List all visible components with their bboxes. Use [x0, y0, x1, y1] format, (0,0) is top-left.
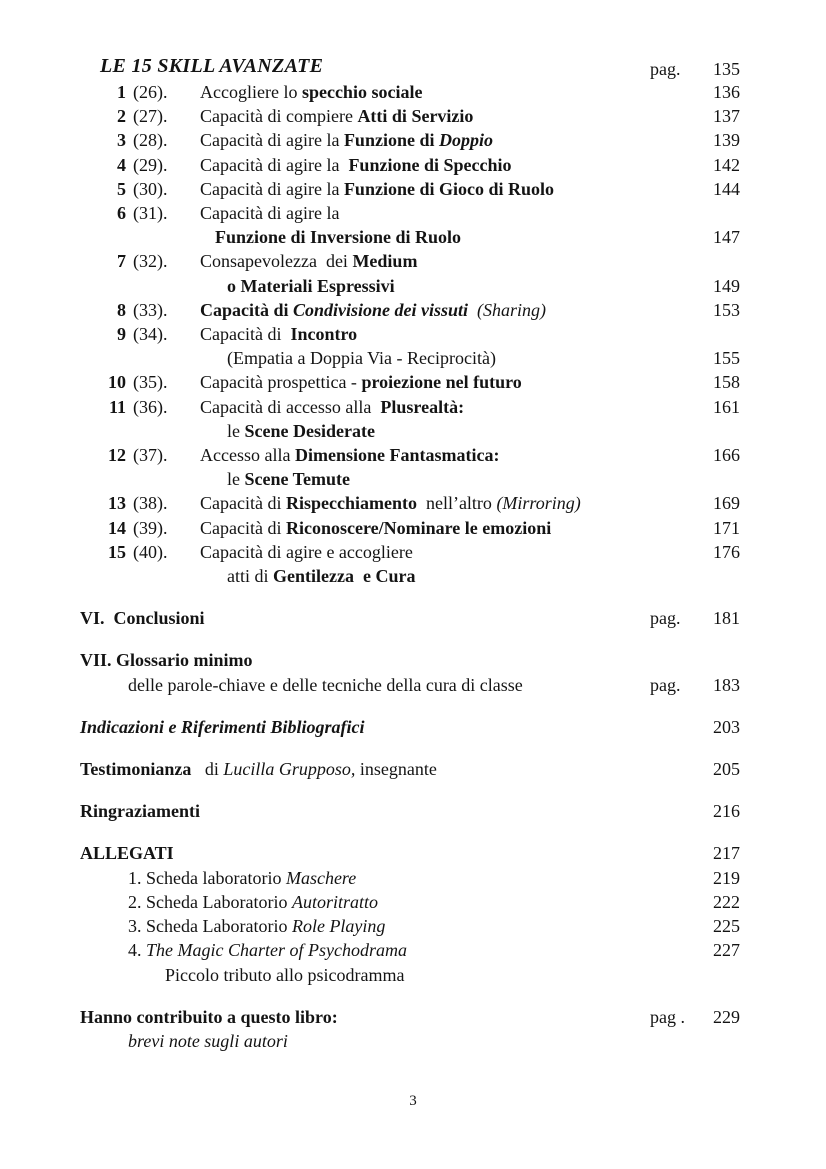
page-number: 169	[713, 493, 740, 514]
entry-skill-3	[0, 128, 826, 152]
entry-text-segment: Riconoscere/Nominare le emozioni	[285, 517, 552, 538]
entry-text-segment: proiezione nel futuro	[361, 372, 522, 393]
entry-index: (32).	[133, 251, 168, 272]
entry-text	[227, 467, 826, 491]
entry-number: 1	[117, 82, 126, 102]
page-number: 205	[713, 759, 740, 780]
entry-text-segment: Capacità di	[200, 324, 291, 345]
entry-index: (28).	[133, 130, 168, 151]
entry-text-segment: Capacità di	[200, 517, 286, 538]
entry-text-segment: Rispecchiamento	[285, 493, 417, 514]
entry-text	[128, 1029, 826, 1053]
entry-skill-13	[0, 491, 826, 515]
entry-index: (33).	[133, 299, 168, 320]
entry-skill-11	[0, 395, 826, 419]
entry-text-segment: Capacità di agire la	[200, 154, 349, 175]
entry-skill-6	[0, 201, 826, 225]
entry-skill-8	[0, 298, 826, 322]
toc-section-ringraziamenti	[0, 799, 826, 823]
entry-text-segment: Capacità prospettica -	[200, 372, 362, 393]
page-number: 216	[713, 801, 740, 822]
pag-label: pag .	[650, 1006, 685, 1027]
page-number: 219	[713, 867, 740, 888]
toc-section-skill-avanzate	[0, 52, 826, 588]
entry-text-segment: (Mirroring)	[496, 493, 581, 514]
entry-skill-1	[0, 80, 826, 104]
entry-skill-11-sub	[0, 419, 826, 443]
entry-text-segment: Autoritratto	[291, 891, 378, 912]
entry-text-segment: Condivisione dei vissuti	[293, 299, 469, 320]
entry-bibliografia	[0, 715, 826, 739]
toc-section-testimonianza	[0, 757, 826, 781]
entry-text-segment: Piccolo tributo allo psicodramma	[165, 964, 405, 985]
entry-number: 8	[117, 299, 126, 320]
entry-number: 9	[117, 324, 126, 345]
entry-text-segment: atti di	[227, 566, 273, 587]
entry-skill-7-sub	[0, 274, 826, 298]
entry-text-segment: 2. Scheda Laboratorio	[128, 891, 292, 912]
entry-index: (38).	[133, 493, 168, 514]
entry-skill-5	[0, 177, 826, 201]
entry-index: (27).	[133, 106, 168, 127]
entry-text-segment: Capacità di agire la	[200, 203, 340, 224]
page-number: 183	[713, 674, 740, 695]
entry-index: (36).	[133, 396, 168, 417]
entry-text-segment: le	[227, 420, 245, 441]
page-number: 139	[713, 130, 740, 151]
entry-text-segment: Capacità di agire e accogliere	[200, 541, 413, 562]
pag-label: pag.	[650, 608, 681, 629]
entry-number: 4	[117, 154, 126, 175]
entry-glossario	[0, 648, 826, 672]
page-number: 203	[713, 716, 740, 737]
entry-text-segment: 3. Scheda Laboratorio	[128, 916, 292, 937]
page-number: 225	[713, 916, 740, 937]
page-number: 158	[713, 372, 740, 393]
entry-text-segment: Atti di Servizio	[357, 106, 474, 127]
entry-skill-12-sub	[0, 467, 826, 491]
entry-text-segment: Capacità di	[200, 299, 294, 320]
entry-text-segment: The Magic Charter of Psychodrama	[146, 940, 407, 961]
entry-text-segment: VII. Glossario minimo	[80, 650, 253, 671]
entry-index: (39).	[133, 517, 168, 538]
entry-number: 15	[108, 541, 126, 562]
entry-text	[200, 201, 826, 225]
entry-text-segment: Accogliere lo	[200, 82, 302, 102]
entry-testimonianza	[0, 757, 826, 781]
entry-number: 3	[117, 130, 126, 151]
entry-text-segment: Funzione di Specchio	[348, 154, 512, 175]
page-number: 135	[713, 59, 740, 79]
entry-skill-12	[0, 443, 826, 467]
entry-text-segment: Funzione di Gioco di Ruolo	[343, 178, 554, 199]
entry-text-segment: insegnante	[355, 759, 437, 780]
entry-number: 6	[117, 203, 126, 224]
page-number: 217	[713, 843, 740, 864]
entry-text-segment	[468, 300, 477, 320]
entry-index: (34).	[133, 324, 168, 345]
entry-text-segment: Lucilla Grupposo,	[223, 759, 356, 780]
entry-text-segment: Ringraziamenti	[80, 801, 200, 822]
entry-index: (40).	[133, 541, 168, 562]
page-number: 144	[713, 178, 740, 199]
pag-label: pag.	[650, 59, 681, 79]
entry-text-segment: Capacità di	[200, 493, 286, 514]
toc-section-allegati	[0, 841, 826, 986]
entry-text-segment: Medium	[352, 251, 418, 272]
entry-text	[165, 963, 826, 987]
entry-allegati-4-sub	[0, 963, 826, 987]
toc-section-contributori	[0, 1005, 826, 1053]
entry-text-segment: di	[191, 759, 224, 780]
entry-skill-9-sub	[0, 346, 826, 370]
page-number: 137	[713, 106, 740, 127]
entry-text-segment: Role Playing	[291, 916, 386, 937]
entry-ringraziamenti	[0, 799, 826, 823]
entry-text-segment: Funzione di Inversione di Ruolo	[215, 227, 462, 248]
entry-skill-9	[0, 322, 826, 346]
entry-text-segment: delle parole-chiave e delle tecniche della cura di classe	[128, 674, 523, 695]
entry-text-segment: (Empatia a Doppia Via - Reciprocità)	[227, 348, 496, 369]
entry-text-segment: Indicazioni e Riferimenti Bibliografici	[80, 716, 365, 737]
entry-text	[200, 322, 826, 346]
entry-text-segment: Maschere	[285, 867, 357, 888]
entry-allegati-3	[0, 914, 826, 938]
entry-text-segment: LE 15 SKILL AVANZATE	[100, 55, 324, 77]
page-number: 147	[713, 227, 740, 248]
entry-text-segment: Capacità di agire la	[200, 178, 344, 199]
entry-text	[200, 249, 826, 273]
entry-text-segment: Testimonianza	[80, 759, 192, 780]
entry-text-segment: Accesso alla	[200, 445, 295, 466]
entry-text-segment: Scene Desiderate	[244, 420, 375, 441]
toc-section-glossario	[0, 648, 826, 696]
entry-skill-title	[0, 52, 826, 80]
entry-allegati-1	[0, 866, 826, 890]
entry-text-segment: 4.	[128, 940, 146, 961]
entry-number: 12	[108, 445, 126, 466]
page-number: 166	[713, 445, 740, 466]
entry-number: 13	[108, 493, 126, 514]
entry-text-segment: Funzione di	[343, 130, 439, 151]
entry-number: 10	[108, 372, 126, 393]
entry-text-segment: VI. Conclusioni	[80, 608, 205, 629]
entry-text-segment: specchio sociale	[301, 82, 423, 102]
entry-index: (37).	[133, 445, 168, 466]
page-number: 181	[713, 608, 740, 629]
page-number: 229	[713, 1006, 740, 1027]
entry-number: 14	[108, 517, 126, 538]
entry-text	[227, 564, 826, 588]
page-number: 171	[713, 517, 740, 538]
entry-number: 2	[117, 106, 126, 127]
entry-skill-4	[0, 153, 826, 177]
entry-glossario-sub	[0, 673, 826, 697]
entry-text-segment: Scene Temute	[244, 469, 350, 490]
entry-text-segment: Capacità di accesso alla	[200, 396, 381, 417]
entry-skill-10	[0, 370, 826, 394]
entry-index: (31).	[133, 203, 168, 224]
entry-text-segment: Consapevolezza dei	[200, 251, 353, 272]
entry-text-segment: Capacità di compiere	[200, 106, 358, 127]
toc-section-bibliografia	[0, 715, 826, 739]
entry-text-segment: Doppio	[438, 130, 493, 151]
footer-page-number: 3	[409, 1093, 417, 1109]
entry-text-segment: Incontro	[290, 324, 358, 345]
entry-text	[80, 648, 826, 672]
entry-conclusioni	[0, 606, 826, 630]
entry-text-segment: Capacità di agire la	[200, 130, 344, 151]
page-number: 149	[713, 275, 740, 296]
page-number: 222	[713, 891, 740, 912]
entry-allegati	[0, 841, 826, 865]
entry-text-segment: (Sharing)	[477, 299, 547, 320]
entry-skill-15	[0, 540, 826, 564]
entry-allegati-4	[0, 938, 826, 962]
entry-skill-2	[0, 104, 826, 128]
page-number: 142	[713, 154, 740, 175]
page-number: 227	[713, 940, 740, 961]
entry-text-segment: o Materiali Espressivi	[227, 275, 395, 296]
page-number: 153	[713, 299, 740, 320]
page-number: 136	[713, 82, 740, 102]
entry-index: (30).	[133, 178, 168, 199]
toc	[0, 52, 826, 1053]
entry-text-segment: ALLEGATI	[80, 843, 174, 864]
entry-text-segment: 1. Scheda laboratorio	[128, 867, 286, 888]
entry-text-segment: brevi note sugli autori	[128, 1030, 288, 1051]
entry-index: (26).	[133, 82, 168, 102]
entry-skill-7	[0, 249, 826, 273]
entry-text	[227, 419, 826, 443]
entry-text-segment: Gentilezza e Cura	[273, 566, 416, 587]
entry-index: (35).	[133, 372, 168, 393]
entry-skill-6-sub	[0, 225, 826, 249]
entry-number: 7	[117, 251, 126, 272]
page-number: 155	[713, 348, 740, 369]
entry-text-segment: nell’altro	[416, 493, 497, 514]
entry-text-segment: Dimensione Fantasmatica:	[294, 445, 500, 466]
entry-skill-15-sub	[0, 564, 826, 588]
entry-allegati-2	[0, 890, 826, 914]
entry-index: (29).	[133, 154, 168, 175]
page-number: 161	[713, 396, 740, 417]
toc-section-conclusioni	[0, 606, 826, 630]
entry-contributori	[0, 1005, 826, 1029]
entry-number: 5	[117, 178, 126, 199]
entry-number: 11	[108, 396, 126, 417]
entry-text-segment: Plusrealtà:	[380, 396, 465, 417]
entry-skill-14	[0, 516, 826, 540]
page-number: 176	[713, 541, 740, 562]
entry-contributori-sub	[0, 1029, 826, 1053]
pag-label: pag.	[650, 674, 681, 695]
entry-text-segment: Hanno contribuito a questo libro:	[80, 1006, 338, 1027]
entry-text-segment: le	[227, 469, 245, 490]
